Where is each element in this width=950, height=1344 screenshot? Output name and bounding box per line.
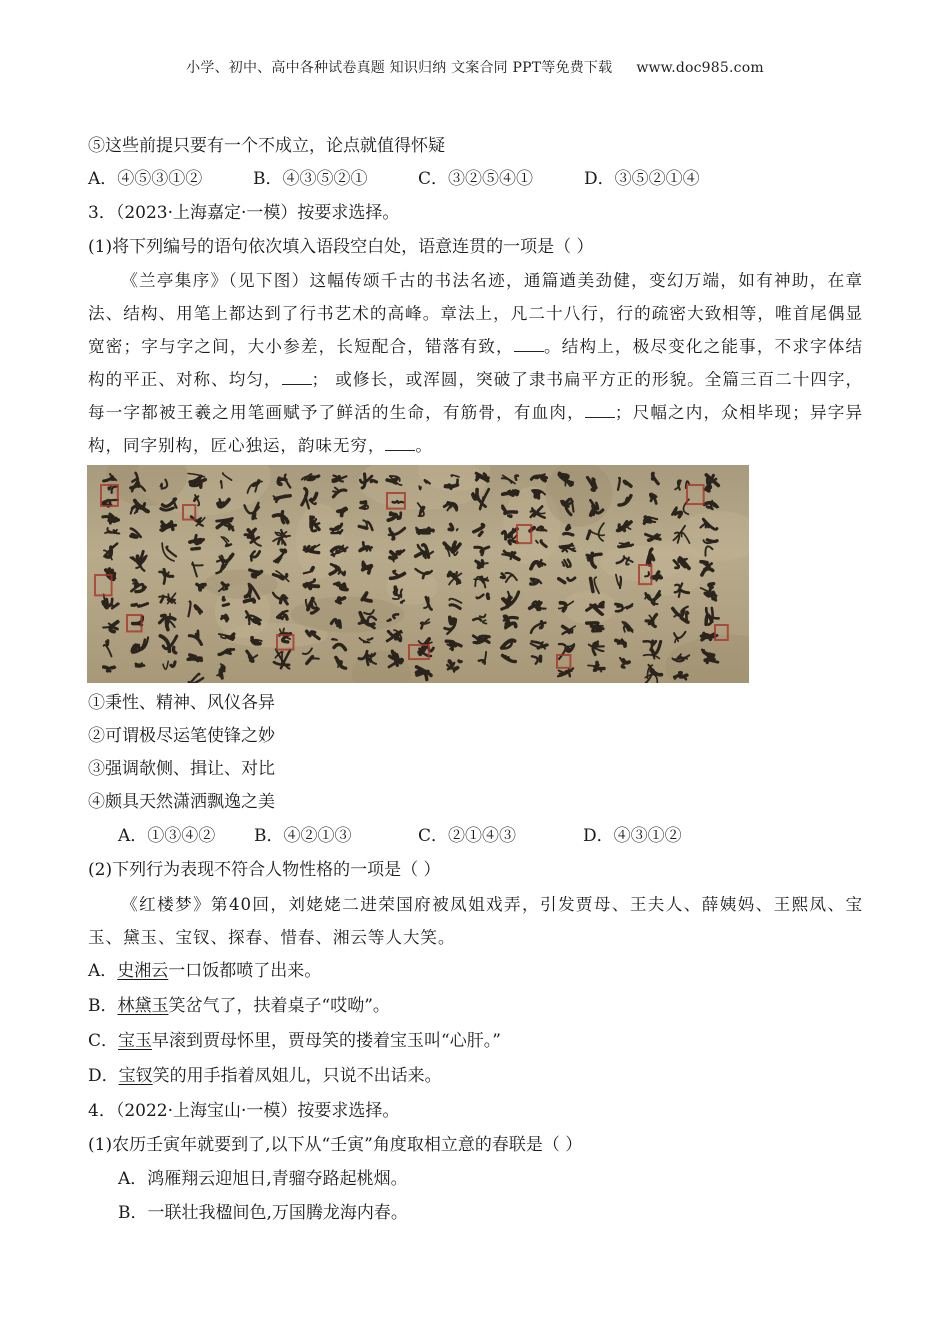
- brush-character: [104, 544, 117, 560]
- brush-character: [188, 655, 202, 661]
- brush-character: [705, 475, 719, 491]
- brush-character: [564, 526, 573, 536]
- brush-character: [560, 544, 576, 552]
- brush-character: [587, 553, 601, 567]
- brush-character: [646, 615, 656, 627]
- q2-option-d[interactable]: D．③⑤②①④: [584, 169, 700, 189]
- brush-character: [359, 638, 372, 643]
- brush-character: [219, 634, 234, 639]
- brush-character: [587, 523, 604, 541]
- paper-stain: [600, 545, 684, 581]
- brush-character: [622, 622, 632, 632]
- q3-passage: [88, 264, 863, 462]
- brush-character: [131, 551, 147, 570]
- brush-character: [617, 522, 631, 531]
- brush-character: [161, 522, 176, 531]
- blank-1: [514, 337, 544, 352]
- header-text: 小学、初中、高中各种试卷真题 知识归纳 文案合同 PPT等免费下载: [186, 60, 613, 76]
- brush-character: [334, 583, 347, 589]
- q2-option-a[interactable]: A．④⑤③①②: [88, 169, 203, 189]
- brush-character: [103, 514, 118, 523]
- blank-3: [585, 403, 615, 418]
- brush-character: [531, 579, 542, 584]
- passage-part-e: 。: [415, 436, 433, 455]
- brush-character: [337, 508, 346, 516]
- brush-character: [618, 543, 633, 547]
- passage-part-b: 。结构上，极尽变化之能事，不求字体结构的平正、对称、均匀，: [88, 337, 863, 389]
- brush-character: [103, 594, 119, 608]
- brush-character: [245, 529, 261, 546]
- brush-character: [360, 542, 372, 551]
- brush-character: [160, 614, 175, 630]
- q3-sub1-options: [118, 825, 682, 847]
- character-name: 史湘云: [117, 961, 169, 981]
- brush-character: [162, 543, 176, 561]
- q3-sub2-option-a[interactable]: [88, 960, 321, 982]
- brush-character: [416, 545, 433, 558]
- brush-character: [160, 569, 173, 583]
- brush-character: [446, 641, 461, 649]
- option-text: 一口饭都喷了出来。: [168, 961, 322, 981]
- brush-character: [302, 474, 319, 480]
- brush-character: [217, 518, 234, 530]
- brush-character: [673, 607, 688, 623]
- brush-character: [389, 528, 405, 539]
- brush-character: [477, 594, 489, 598]
- blank-4: [385, 436, 415, 451]
- brush-character: [587, 623, 604, 631]
- brush-character: [360, 502, 369, 509]
- brush-character: [278, 475, 290, 488]
- option-text: 早滚到贾母怀里，贾母笑的搂着宝玉叫“心肝。”: [152, 1031, 501, 1051]
- brush-character: [273, 593, 287, 604]
- brush-character: [502, 475, 518, 483]
- brush-character: [277, 611, 288, 619]
- brush-character: [645, 591, 660, 604]
- q4-option-b[interactable]: B．一联壮我楹间色,万国腾龙海内春。: [118, 1203, 408, 1223]
- brush-character: [388, 513, 401, 521]
- paper-stain: [204, 570, 277, 599]
- brush-character: [476, 561, 488, 568]
- brush-character: [652, 473, 658, 483]
- brush-character: [188, 601, 201, 616]
- brush-character: [131, 529, 141, 538]
- q3-option-a[interactable]: A．①③④②: [118, 826, 216, 846]
- q3-option-d[interactable]: D．④③①②: [583, 826, 682, 846]
- page-header: [0, 57, 950, 77]
- brush-character: [274, 549, 286, 562]
- brush-character: [160, 636, 177, 653]
- brush-character: [591, 577, 600, 593]
- brush-character: [589, 642, 604, 655]
- brush-character: [531, 641, 548, 648]
- brush-character: [136, 664, 144, 667]
- q3-option-b[interactable]: B．④②①③: [254, 826, 352, 846]
- brush-character: [473, 615, 486, 624]
- option-letter: C．: [88, 1031, 119, 1051]
- brush-character: [644, 641, 661, 659]
- brush-character: [444, 502, 457, 510]
- brush-character: [105, 528, 119, 533]
- brush-character: [449, 599, 461, 609]
- brush-character: [618, 478, 631, 490]
- brush-character: [645, 665, 662, 683]
- brush-character: [303, 648, 319, 663]
- brush-character: [447, 661, 461, 672]
- brush-character: [390, 550, 404, 561]
- brush-character: [559, 578, 575, 583]
- brush-character: [197, 584, 205, 590]
- q3-sub2-option-d[interactable]: [88, 1065, 442, 1087]
- brush-character: [274, 649, 290, 668]
- brush-character: [704, 501, 718, 510]
- brush-character: [530, 601, 546, 610]
- calligraphy-svg: [87, 465, 749, 683]
- brush-character: [474, 525, 484, 536]
- q3-option-c[interactable]: C．②①④③: [418, 826, 517, 846]
- brush-character: [502, 640, 515, 648]
- brush-character: [531, 474, 546, 480]
- brush-character: [163, 661, 175, 669]
- character-name: 宝玉: [118, 1031, 153, 1051]
- brush-character: [362, 593, 371, 601]
- q2-options: [88, 168, 700, 190]
- brush-character: [333, 476, 347, 482]
- option-letter: A．: [88, 961, 118, 981]
- brush-character: [273, 496, 290, 502]
- brush-character: [333, 488, 346, 497]
- brush-character: [132, 637, 149, 652]
- brush-character: [359, 520, 372, 530]
- q3-item-4: ④颇具天然潇洒飘逸之美: [88, 792, 275, 812]
- brush-character: [616, 604, 633, 612]
- brush-character: [448, 572, 461, 584]
- brush-character: [562, 560, 570, 567]
- brush-character: [701, 584, 717, 601]
- q3-item-3: ③强调欹侧、揖让、对比: [88, 759, 275, 779]
- q3-sub1-prompt: (1)将下列编号的语句依次填入语段空白处，语意连贯的一项是（ ）: [88, 237, 594, 257]
- q4-sub1-prompt: (1)农历壬寅年就要到了,以下从“壬寅”角度取相立意的春联是（ ）: [88, 1135, 583, 1155]
- brush-character: [559, 644, 574, 659]
- brush-character: [619, 496, 631, 506]
- brush-character: [191, 517, 205, 526]
- option-letter: B．: [88, 996, 118, 1016]
- brush-character: [616, 640, 626, 647]
- brush-character: [393, 501, 404, 503]
- brush-character: [473, 636, 489, 643]
- q3-item-1: ①秉性、精神、风仪各异: [88, 693, 275, 713]
- brush-character: [588, 662, 604, 671]
- brush-character: [504, 616, 517, 628]
- brush-character: [502, 592, 519, 609]
- q4-title: 4．（2022·上海宝山·一模）按要求选择。: [88, 1101, 400, 1121]
- q2-item-5: ⑤这些前提只要有一个不成立，论点就值得怀疑: [88, 136, 445, 156]
- brush-character: [479, 652, 486, 664]
- option-text: 笑岔气了，扶着桌子“哎呦”。: [168, 996, 390, 1016]
- brush-character: [251, 551, 260, 560]
- option-letter: D．: [88, 1066, 119, 1086]
- brush-character: [419, 639, 434, 656]
- q3-sub2-passage: 《红楼梦》第40回，刘姥姥二进荣国府被凤姐戏弄，引发贾母、王夫人、薛姨妈、王熙凤、宝玉、黛玉、宝钗、探春、惜春、湘云等人大笑。: [88, 895, 863, 947]
- brush-character: [132, 604, 148, 607]
- brush-character: [646, 534, 661, 540]
- brush-character: [104, 666, 116, 671]
- brush-character: [103, 622, 118, 632]
- brush-character: [532, 656, 541, 663]
- brush-character: [416, 667, 431, 680]
- seal-stamp: [557, 655, 570, 668]
- q4-option-a[interactable]: A．鸿雁翔云迎旭日,青骝夺路起桃烟。: [118, 1169, 408, 1189]
- brush-character: [501, 573, 517, 582]
- brush-character: [159, 593, 175, 603]
- brush-character: [189, 631, 201, 645]
- brush-character: [247, 651, 257, 661]
- q3-sub2-option-b[interactable]: [88, 995, 390, 1017]
- brush-character: [706, 608, 718, 625]
- q3-sub2-prompt: (2)下列行为表现不符合人物性格的一项是（ ）: [88, 860, 441, 880]
- brush-character: [558, 668, 573, 676]
- brush-character: [474, 577, 488, 588]
- brush-character: [336, 658, 346, 669]
- brush-character: [219, 649, 234, 654]
- passage-part-a: 《兰亭集序》（见下图）这幅传颂千古的书法名迹，通篇遒美劲健，变幻万端，如有神助，在章法、结构、用笔上都达到了行书艺术的高峰。章法上，凡二十八行，行的疏密大致相等，唯首尾偶显宽密；字与字之间，大小参差，长短配合，错落有致，: [88, 271, 863, 356]
- brush-character: [644, 517, 657, 523]
- brush-character: [503, 491, 518, 496]
- brush-character: [531, 622, 545, 633]
- brush-character: [217, 664, 225, 678]
- brush-character: [304, 580, 318, 589]
- blank-2: [282, 370, 312, 385]
- brush-character: [674, 632, 685, 643]
- character-name: 林黛玉: [117, 996, 169, 1016]
- q2-option-c[interactable]: C．③②⑤④①: [418, 169, 534, 189]
- q3-sub2-option-c[interactable]: [88, 1030, 501, 1052]
- brush-character: [620, 658, 629, 668]
- brush-character: [650, 494, 656, 503]
- brush-character: [104, 641, 112, 657]
- brush-character: [192, 562, 203, 576]
- q2-option-b[interactable]: B．④③⑤②①: [253, 169, 368, 189]
- brush-character: [475, 547, 489, 555]
- brush-character: [503, 655, 516, 661]
- brush-character: [273, 530, 290, 545]
- brush-character: [274, 512, 288, 523]
- option-text: 笑的用手指着凤姐儿，只说不出话来。: [152, 1066, 442, 1086]
- q3-item-2: ②可谓极尽运笔使锋之妙: [88, 726, 275, 746]
- brush-character: [421, 619, 429, 628]
- brush-character: [221, 537, 231, 546]
- lantingji-calligraphy-image: [87, 465, 749, 683]
- brush-character: [189, 674, 204, 683]
- character-name: 宝钗: [118, 1066, 153, 1086]
- brush-character: [363, 562, 372, 573]
- passage-part-c: ； 或修长，或浑圆，突破了隶书扁平方正的形貌。全篇三百二十四字，每一字都被王羲之用笔画赋予了鲜活的生命，有筋骨，有血肉，: [88, 370, 863, 422]
- brush-character: [190, 535, 204, 549]
- q3-title: 3．（2023·上海嘉定·一模）按要求选择。: [88, 203, 400, 223]
- paper-stain: [352, 651, 411, 683]
- header-url[interactable]: www.doc985.com: [636, 60, 764, 76]
- brush-character: [387, 630, 402, 641]
- brush-character: [449, 524, 458, 530]
- brush-character: [416, 528, 433, 533]
- brush-character: [563, 626, 576, 634]
- brush-character: [332, 639, 346, 650]
- seal-stamp: [687, 485, 704, 504]
- brush-character: [444, 542, 460, 556]
- paper-stain: [291, 597, 405, 633]
- brush-character: [445, 617, 456, 634]
- brush-character: [131, 580, 145, 592]
- passage-part-d: ；尺幅之内，众相毕现；异字异构，同字别构，匠心独运，韵味无穷，: [88, 403, 863, 455]
